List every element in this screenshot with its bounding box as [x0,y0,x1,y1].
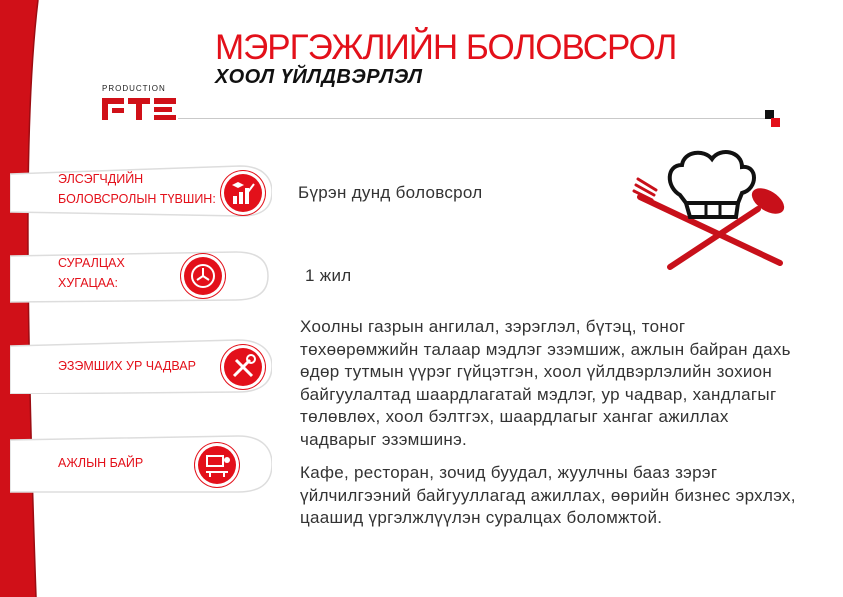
pill-shape [10,248,272,304]
pill-skills [10,338,272,394]
chef-hat-utensils-icon [630,145,790,275]
production-logo [100,84,180,124]
label-line: БОЛОВСРОЛЫН ТҮВШИН: [58,192,216,206]
page-subtitle: ХООЛ ҮЙЛДВЭРЛЭЛ [215,66,423,88]
label-line: СУРАЛЦАХ [58,256,125,270]
corner-squares [763,110,783,130]
workplace-icon [198,446,236,484]
clock-icon [184,257,222,295]
tools-icon [224,348,262,386]
pill-workplace [10,434,272,490]
workplace-text: Кафе, ресторан, зочид буудал, жуулчны бааз зэрэг үйлчилгээний байгууллагад ажиллах, өөрийн бизнес эрхлэх, цаашид үргэлжлүүлэн суралцах боломжтой. [300,463,796,527]
label-line: АЖЛЫН БАЙР [58,456,144,470]
graduate-chart-icon [224,174,262,212]
label-line: ЭЗЭМШИХ УР ЧАДВАР [58,359,196,373]
header-divider [178,118,772,119]
logo-mark [100,94,180,124]
page-title: МЭРГЭЖЛИЙН БОЛОВСРОЛ [215,28,677,67]
pill-study-duration [10,248,272,304]
pill-education-level [10,162,272,218]
label-line: ЭЛСЭГЧДИЙН [58,172,144,186]
study-duration-text: 1 жил [305,266,352,285]
label-line: ХУГАЦАА: [58,276,118,290]
logo-label: PRODUCTION [102,84,166,93]
education-level-text: Бүрэн дунд боловсрол [298,183,483,202]
skills-text: Хоолны газрын ангилал, зэрэглэл, бүтэц, тоног төхөөрөмжийн талаар мэдлэг эзэмшиж, ажлын байран дахь өдөр тутмын үүрэг гүйцэтгэн, хоол үйлдвэрлэлийн зохион байгуулалтад шаардлагатай мэдлэг, ур чадвар, хандлагыг төлөвлөх, хоол бэлтгэх, шаардлагыг хангаг ажиллах чадварыг эзэмшинэ. [300,317,791,449]
